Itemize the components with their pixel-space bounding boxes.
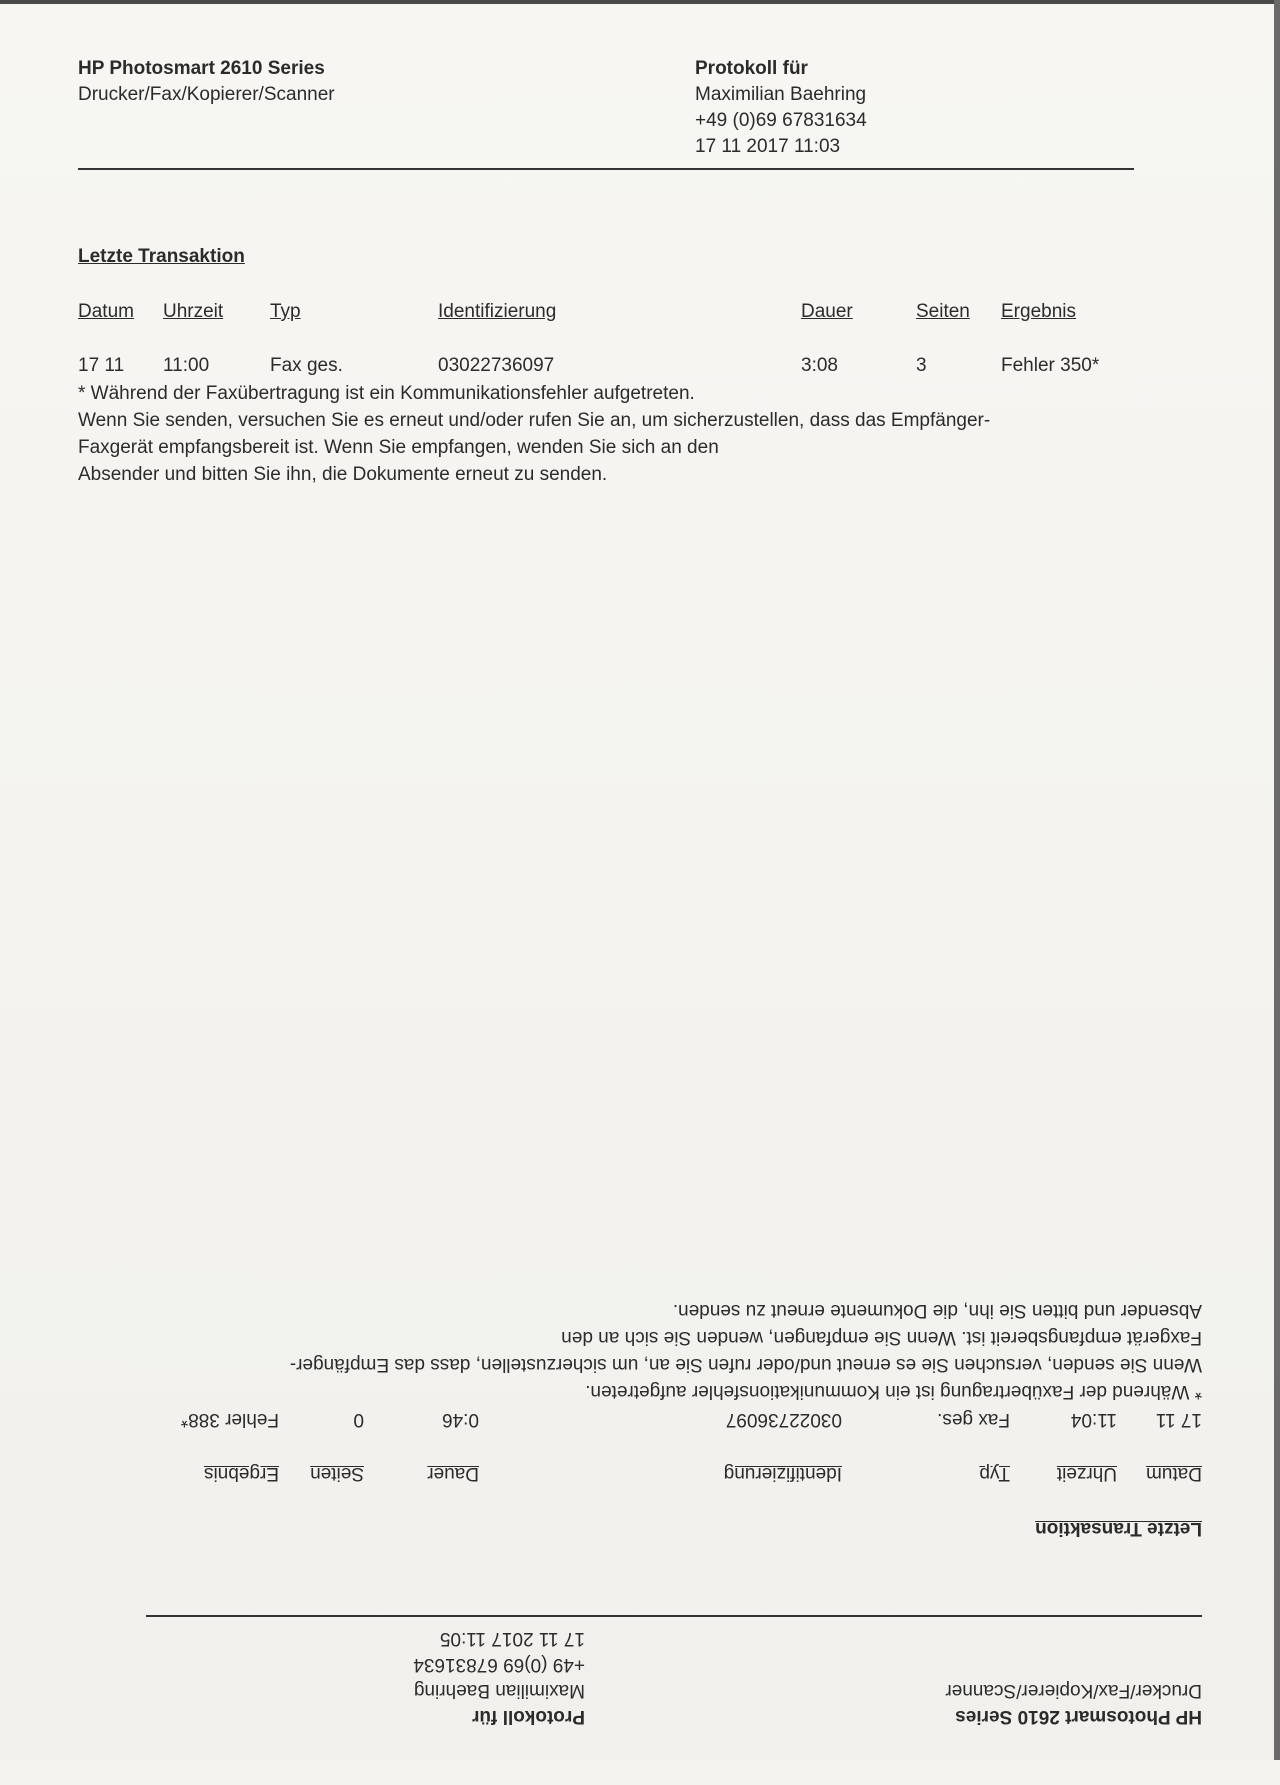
row-pages: 0	[353, 1409, 364, 1430]
col-dauer: Dauer	[801, 301, 853, 322]
fax-report-1	[0, 0, 1280, 560]
row-id: 03022736097	[438, 355, 555, 376]
owner-name: Maximilian Baehring	[413, 1680, 585, 1701]
report-owner	[413, 1625, 585, 1729]
error-note	[102, 1297, 1202, 1405]
device-header	[945, 1677, 1202, 1729]
note-line: Absender und bitten Sie ihn, die Dokumente erneut zu senden.	[672, 1300, 1202, 1321]
row-time: 11:00	[163, 355, 210, 376]
note-line: * Während der Faxübertragung ist ein Kommunikationsfehler aufgetreten.	[78, 383, 695, 404]
note-line: Wenn Sie senden, versuchen Sie es erneut und/oder rufen Sie an, um sicherzustellen, dass das Empfänger-	[289, 1354, 1202, 1375]
col-uhrzeit: Uhrzeit	[163, 301, 224, 322]
col-identifizierung: Identifizierung	[438, 301, 557, 322]
col-dauer: Dauer	[427, 1463, 479, 1484]
col-ergebnis: Ergebnis	[204, 1463, 279, 1484]
row-type: Fax ges.	[270, 355, 343, 376]
device-brand: HP Photosmart 2610 Series	[78, 58, 325, 79]
row-type: Fax ges.	[937, 1409, 1010, 1430]
note-line: * Während der Faxübertragung ist ein Kommunikationsfehler aufgetreten.	[585, 1381, 1202, 1402]
owner-phone: +49 (0)69 67831634	[413, 1654, 585, 1675]
report-datetime: 17 11 2017 11:05	[439, 1628, 585, 1649]
device-header	[78, 56, 335, 108]
note-line: Absender und bitten Sie ihn, die Dokumente erneut zu senden.	[78, 464, 608, 485]
device-brand: HP Photosmart 2610 Series	[955, 1706, 1202, 1727]
section-title: Letzte Transaktion	[78, 246, 245, 267]
report-for-label: Protokoll für	[695, 58, 808, 79]
owner-phone: +49 (0)69 67831634	[695, 110, 867, 131]
error-note	[78, 380, 1178, 488]
row-result: Fehler 350*	[1001, 355, 1100, 376]
col-seiten: Seiten	[916, 301, 970, 322]
col-datum: Datum	[78, 301, 134, 322]
device-type: Drucker/Fax/Kopierer/Scanner	[945, 1680, 1202, 1701]
row-date: 17 11	[78, 355, 125, 376]
col-ergebnis: Ergebnis	[1001, 301, 1076, 322]
fax-report-2-upside-down	[0, 1225, 1280, 1785]
row-time: 11:04	[1070, 1409, 1117, 1430]
header-divider	[78, 168, 1134, 170]
report-datetime: 17 11 2017 11:03	[695, 136, 841, 157]
note-line: Wenn Sie senden, versuchen Sie es erneut und/oder rufen Sie an, um sicherzustellen, dass das Empfänger-	[78, 410, 991, 431]
report-for-label: Protokoll für	[472, 1706, 585, 1727]
row-id: 03022736097	[725, 1409, 842, 1430]
note-line: Faxgerät empfangsbereit ist. Wenn Sie empfangen, wenden Sie sich an den	[561, 1327, 1202, 1348]
col-seiten: Seiten	[310, 1463, 364, 1484]
col-identifizierung: Identifizierung	[723, 1463, 842, 1484]
section-title: Letzte Transaktion	[1035, 1518, 1202, 1539]
owner-name: Maximilian Baehring	[695, 84, 867, 105]
header-divider	[146, 1615, 1202, 1617]
report-owner	[695, 56, 867, 160]
col-typ: Typ	[270, 301, 301, 322]
row-duration: 3:08	[801, 355, 838, 376]
row-duration: 0:46	[442, 1409, 479, 1430]
device-type: Drucker/Fax/Kopierer/Scanner	[78, 84, 335, 105]
row-pages: 3	[916, 355, 927, 376]
col-typ: Typ	[979, 1463, 1010, 1484]
row-result: Fehler 388*	[180, 1409, 279, 1430]
col-uhrzeit: Uhrzeit	[1056, 1463, 1117, 1484]
col-datum: Datum	[1146, 1463, 1202, 1484]
row-date: 17 11	[1155, 1409, 1202, 1430]
note-line: Faxgerät empfangsbereit ist. Wenn Sie empfangen, wenden Sie sich an den	[78, 437, 719, 458]
